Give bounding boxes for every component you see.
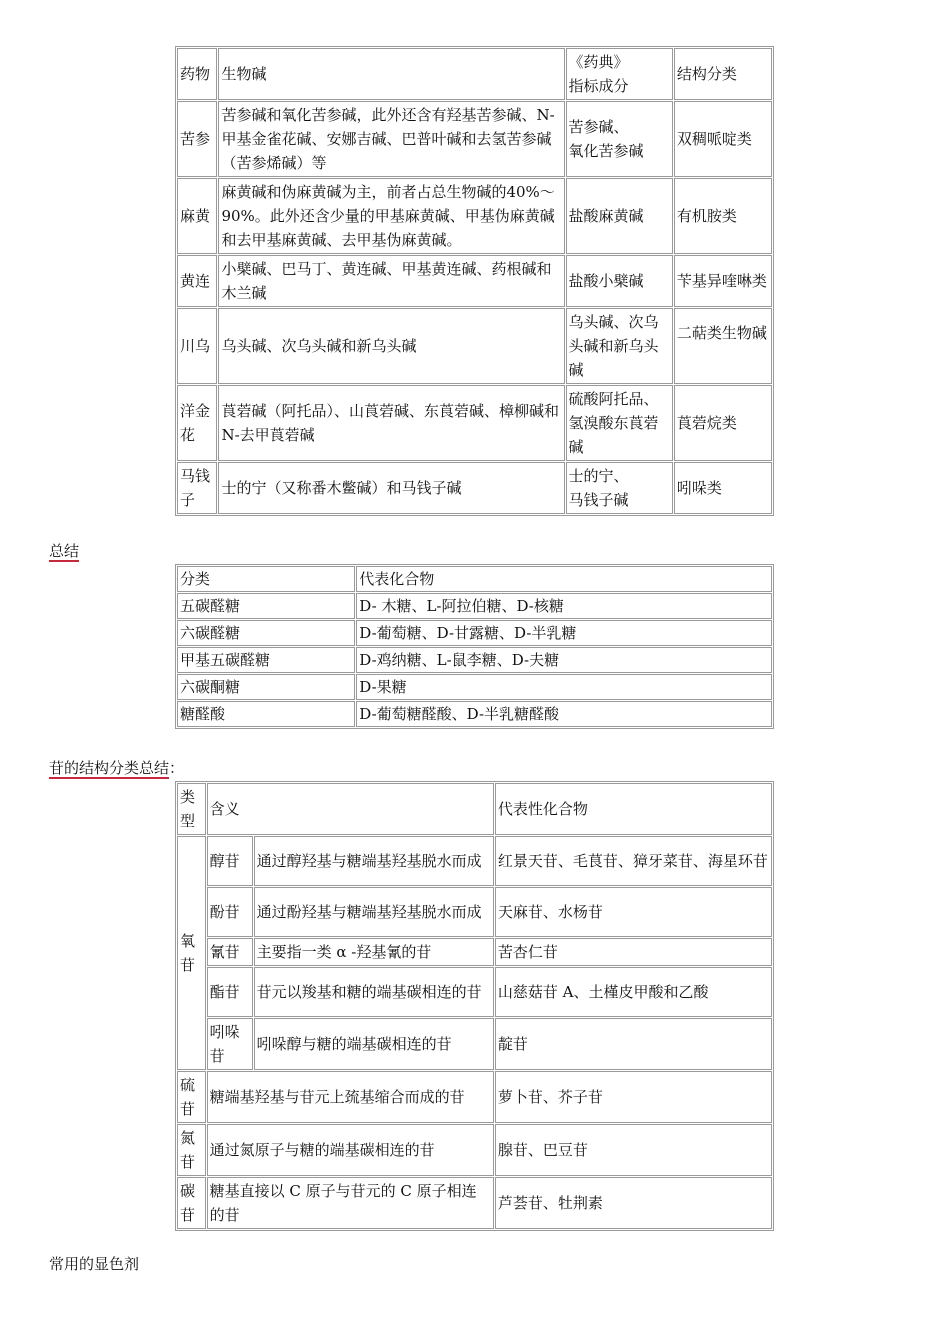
table-row bbox=[177, 620, 772, 646]
class-cell: 吲哚类 bbox=[674, 462, 772, 514]
table-row bbox=[177, 462, 772, 514]
table-row bbox=[177, 385, 772, 461]
category-cell: 六碳酮糖 bbox=[177, 674, 355, 700]
category-cell: 六碳醛糖 bbox=[177, 620, 355, 646]
table-header-row bbox=[177, 566, 772, 592]
example-cell: 腺苷、巴豆苷 bbox=[495, 1124, 772, 1176]
subtype-cell: 酯苷 bbox=[207, 967, 253, 1017]
glycoside-heading-colon: ： bbox=[169, 759, 185, 777]
marker-cell: 苦参碱、 氧化苦参碱 bbox=[566, 101, 673, 177]
summary-heading-text: 总结 bbox=[49, 542, 80, 560]
header-cell: 类型 bbox=[177, 783, 206, 835]
header-cell bbox=[566, 48, 673, 100]
alkaloid-cell: 苦参碱和氧化苦参碱，此外还含有羟基苦参碱、N-甲基金雀花碱、安娜吉碱、巴普叶碱和去氢苦参碱（苦参烯碱）等 bbox=[218, 101, 564, 177]
class-cell: 苄基异喹啉类 bbox=[674, 255, 772, 307]
example-cell: 芦荟苷、牡荆素 bbox=[495, 1177, 772, 1229]
marker-cell: 士的宁、 马钱子碱 bbox=[566, 462, 673, 514]
subtype-cell: 酚苷 bbox=[207, 887, 253, 937]
marker-cell: 盐酸麻黄碱 bbox=[566, 178, 673, 254]
table-row bbox=[177, 836, 772, 886]
header-cell: 代表化合物 bbox=[356, 566, 772, 592]
header-cell: 代表性化合物 bbox=[495, 783, 772, 835]
compound-cell: D-果糖 bbox=[356, 674, 772, 700]
category-cell: 甲基五碳醛糖 bbox=[177, 647, 355, 673]
example-cell: 苦杏仁苷 bbox=[495, 938, 772, 966]
meaning-cell: 通过氮原子与糖的端基碳相连的苷 bbox=[207, 1124, 494, 1176]
group-cell: 氧苷 bbox=[177, 836, 206, 1070]
table-header-row bbox=[177, 783, 772, 835]
compound-cell: D-葡萄糖、D-甘露糖、D-半乳糖 bbox=[356, 620, 772, 646]
color-reagent-heading-text: 常用的显色剂 bbox=[49, 1255, 140, 1273]
table-row bbox=[177, 255, 772, 307]
glycoside-table bbox=[175, 781, 774, 1231]
compound-cell: D- 木糖、L-阿拉伯糖、D-核糖 bbox=[356, 593, 772, 619]
table-row bbox=[177, 308, 772, 384]
class-cell: 双稠哌啶类 bbox=[674, 101, 772, 177]
meaning-cell: 通过醇羟基与糖端基羟基脱水而成 bbox=[254, 836, 494, 886]
marker-cell: 乌头碱、次乌头碱和新乌头碱 bbox=[566, 308, 673, 384]
drug-cell: 苦参 bbox=[177, 101, 217, 177]
color-reagent-heading bbox=[49, 1254, 139, 1274]
subtype-cell: 氰苷 bbox=[207, 938, 253, 966]
table-row bbox=[177, 1124, 772, 1176]
table-row bbox=[177, 701, 772, 727]
class-cell: 有机胺类 bbox=[674, 178, 772, 254]
marker-cell: 盐酸小檗碱 bbox=[566, 255, 673, 307]
table-row bbox=[177, 1177, 772, 1229]
example-cell: 靛苷 bbox=[495, 1018, 772, 1070]
meaning-cell: 糖基直接以 C 原子与苷元的 C 原子相连的苷 bbox=[207, 1177, 494, 1229]
category-cell: 糖醛酸 bbox=[177, 701, 355, 727]
drug-cell: 黄连 bbox=[177, 255, 217, 307]
table-row bbox=[177, 1018, 772, 1070]
header-cell: 药物 bbox=[177, 48, 217, 100]
group-cell: 氮苷 bbox=[177, 1124, 206, 1176]
compound-cell: D-葡萄糖醛酸、D-半乳糖醛酸 bbox=[356, 701, 772, 727]
meaning-cell: 主要指一类 α -羟基氰的苷 bbox=[254, 938, 494, 966]
alkaloid-cell: 麻黄碱和伪麻黄碱为主，前者占总生物碱的40%～90%。此外还含少量的甲基麻黄碱、甲基伪麻黄碱和去甲基麻黄碱、去甲基伪麻黄碱。 bbox=[218, 178, 564, 254]
table-row bbox=[177, 674, 772, 700]
table-row bbox=[177, 967, 772, 1017]
header-cell-line: 《药典》 bbox=[568, 53, 629, 71]
table-row bbox=[177, 178, 772, 254]
drug-cell: 川乌 bbox=[177, 308, 217, 384]
example-cell: 红景天苷、毛茛苷、獐牙菜苷、海星环苷 bbox=[495, 836, 772, 886]
category-cell: 五碳醛糖 bbox=[177, 593, 355, 619]
table-header-row bbox=[177, 48, 772, 100]
meaning-cell: 苷元以羧基和糖的端基碳相连的苷 bbox=[254, 967, 494, 1017]
subtype-cell: 醇苷 bbox=[207, 836, 253, 886]
alkaloid-table bbox=[175, 46, 774, 516]
subtype-cell: 吲哚苷 bbox=[207, 1018, 253, 1070]
class-cell: 二萜类生物碱 bbox=[674, 308, 772, 384]
summary-heading bbox=[49, 541, 79, 561]
example-cell: 萝卜苷、芥子苷 bbox=[495, 1071, 772, 1123]
example-cell: 天麻苷、水杨苷 bbox=[495, 887, 772, 937]
example-cell: 山慈菇苷 A、土槿皮甲酸和乙酸 bbox=[495, 967, 772, 1017]
alkaloid-cell: 士的宁（又称番木鳖碱）和马钱子碱 bbox=[218, 462, 564, 514]
glycoside-heading bbox=[49, 758, 184, 778]
drug-cell: 洋金花 bbox=[177, 385, 217, 461]
drug-cell: 马钱子 bbox=[177, 462, 217, 514]
group-cell: 碳苷 bbox=[177, 1177, 206, 1229]
header-cell: 含义 bbox=[207, 783, 494, 835]
table-row bbox=[177, 1071, 772, 1123]
marker-cell: 硫酸阿托品、氢溴酸东莨菪碱 bbox=[566, 385, 673, 461]
alkaloid-cell: 乌头碱、次乌头碱和新乌头碱 bbox=[218, 308, 564, 384]
meaning-cell: 糖端基羟基与苷元上巯基缩合而成的苷 bbox=[207, 1071, 494, 1123]
group-cell: 硫苷 bbox=[177, 1071, 206, 1123]
table-row bbox=[177, 593, 772, 619]
compound-cell: D-鸡纳糖、L-鼠李糖、D-夫糖 bbox=[356, 647, 772, 673]
header-cell: 生物碱 bbox=[218, 48, 564, 100]
header-cell: 结构分类 bbox=[674, 48, 772, 100]
sugar-table bbox=[175, 564, 774, 729]
alkaloid-cell: 小檗碱、巴马丁、黄连碱、甲基黄连碱、药根碱和木兰碱 bbox=[218, 255, 564, 307]
meaning-cell: 吲哚醇与糖的端基碳相连的苷 bbox=[254, 1018, 494, 1070]
header-cell-line: 指标成分 bbox=[568, 77, 629, 95]
table-row bbox=[177, 101, 772, 177]
glycoside-heading-text: 苷的结构分类总结 bbox=[49, 759, 170, 777]
class-cell: 莨菪烷类 bbox=[674, 385, 772, 461]
meaning-cell: 通过酚羟基与糖端基羟基脱水而成 bbox=[254, 887, 494, 937]
table-row bbox=[177, 647, 772, 673]
drug-cell: 麻黄 bbox=[177, 178, 217, 254]
table-row bbox=[177, 938, 772, 966]
header-cell: 分类 bbox=[177, 566, 355, 592]
table-row bbox=[177, 887, 772, 937]
alkaloid-cell: 莨菪碱（阿托品）、山莨菪碱、东莨菪碱、樟柳碱和N-去甲莨菪碱 bbox=[218, 385, 564, 461]
